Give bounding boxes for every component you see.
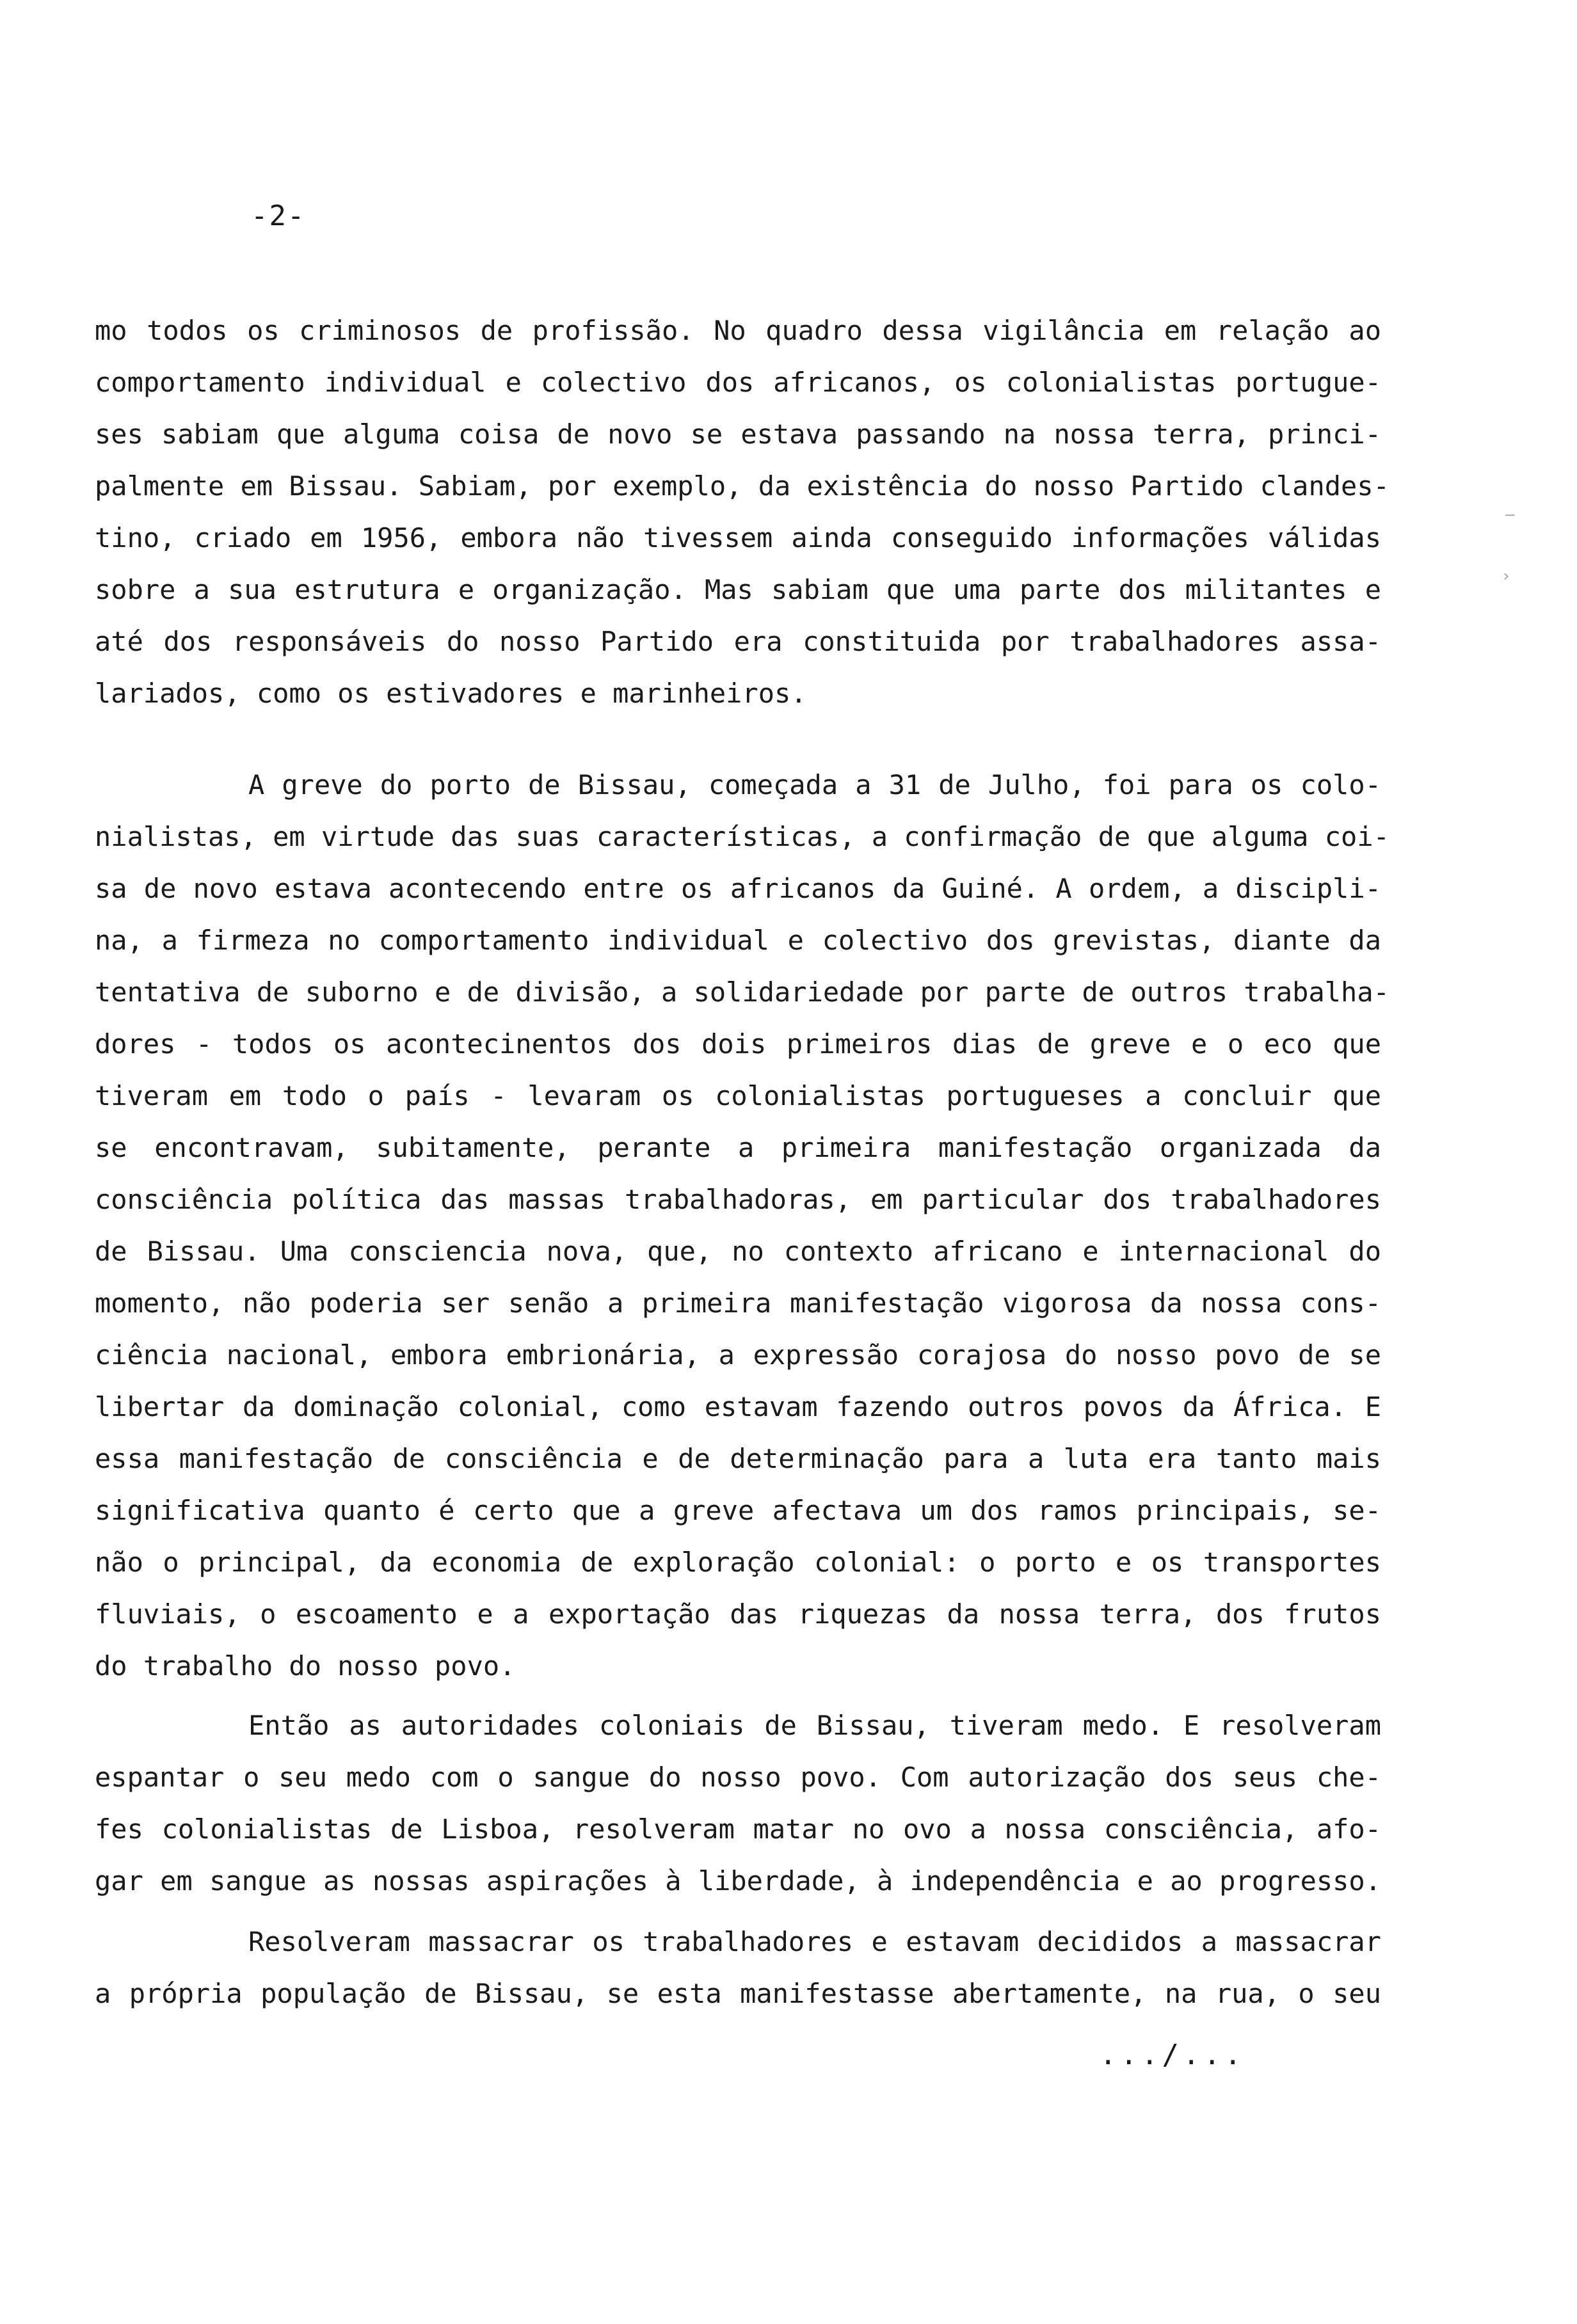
paragraph-line: dores - todos os acontecinentos dos dois primeiros dias de greve e o eco que (95, 1028, 1381, 1060)
paragraph-3 (95, 1699, 1381, 1907)
paragraph-line: lariados, como os estivadores e marinheiros. (95, 678, 807, 709)
margin-tick-mark: › (1501, 567, 1511, 585)
paragraph-line: Resolveram massacrar os trabalhadores e estavam decididos a massacrar (248, 1926, 1381, 1957)
paragraph-line: se encontravam, subitamente, perante a primeira manifestação organizada da (95, 1132, 1381, 1163)
paragraph-line: na, a firmeza no comportamento individual e colectivo dos grevistas, diante da (95, 925, 1381, 956)
paragraph-line: tiveram em todo o país - levaram os colonialistas portugueses a concluir que (95, 1080, 1381, 1111)
paragraph-line: ciência nacional, embora embrionária, a expressão corajosa do nosso povo de se (95, 1339, 1381, 1371)
paragraph-line: nialistas, em virtude das suas características, a confirmação de que alguma coi- (95, 821, 1389, 852)
paragraph-line: significativa quanto é certo que a greve afectava um dos ramos principais, se- (95, 1495, 1381, 1526)
paragraph-4 (95, 1916, 1381, 2019)
margin-dash-mark: – (1505, 505, 1515, 523)
paragraph-line: espantar o seu medo com o sangue do nosso povo. Com autorização dos seus che- (95, 1762, 1381, 1793)
paragraph-line: libertar da dominação colonial, como estavam fazendo outros povos da África. E (95, 1391, 1381, 1422)
paragraph-line: ses sabiam que alguma coisa de novo se estava passando na nossa terra, princi- (95, 418, 1381, 450)
paragraph-line: tino, criado em 1956, embora não tivessem ainda conseguido informações válidas (95, 522, 1381, 553)
paragraph-line: não o principal, da economia de exploração colonial: o porto e os transportes (95, 1547, 1381, 1578)
paragraph-line: tentativa de suborno e de divisão, a solidariedade por parte de outros trabalha- (95, 976, 1389, 1008)
paragraph-line: mo todos os criminosos de profissão. No quadro dessa vigilância em relação ao (95, 315, 1381, 346)
paragraph-line: de Bissau. Uma consciencia nova, que, no contexto africano e internacional do (95, 1236, 1381, 1267)
paragraph-line: do trabalho do nosso povo. (95, 1650, 516, 1682)
paragraph-line: até dos responsáveis do nosso Partido era constituida por trabalhadores assa- (95, 626, 1381, 657)
paragraph-line: essa manifestação de consciência e de determinação para a luta era tanto mais (95, 1443, 1381, 1474)
paragraph-line: comportamento individual e colectivo dos africanos, os colonialistas portugue- (95, 367, 1381, 398)
paragraph-line: Então as autoridades coloniais de Bissau, tiveram medo. E resolveram (248, 1710, 1381, 1741)
paragraph-line: fes colonialistas de Lisboa, resolveram matar no ovo a nossa consciência, afo- (95, 1813, 1381, 1845)
paragraph-line: palmente em Bissau. Sabiam, por exemplo, da existência do nosso Partido clandes- (95, 470, 1389, 502)
paragraph-line: consciência política das massas trabalhadoras, em particular dos trabalhadores (95, 1184, 1381, 1215)
paragraph-line: momento, não poderia ser senão a primeira manifestação vigorosa da nossa cons- (95, 1287, 1381, 1319)
paragraph-line: A greve do porto de Bissau, começada a 31 de Julho, foi para os colo- (248, 769, 1381, 800)
paragraph-line: gar em sangue as nossas aspirações à liberdade, à independência e ao progresso. (95, 1865, 1381, 1897)
paragraph-line: sobre a sua estrutura e organização. Mas sabiam que uma parte dos militantes e (95, 574, 1381, 605)
paragraph-line: fluviais, o escoamento e a exportação das riquezas da nossa terra, dos frutos (95, 1598, 1381, 1630)
paragraph-line: a própria população de Bissau, se esta manifestasse abertamente, na rua, o seu (95, 1978, 1381, 2009)
continuation-marker: .../... (1100, 2039, 1245, 2071)
paragraph-1 (95, 305, 1389, 719)
paragraph-2 (95, 759, 1389, 1692)
paragraph-line: sa de novo estava acontecendo entre os africanos da Guiné. A ordem, a discipli- (95, 873, 1381, 904)
page-number: -2- (251, 200, 306, 232)
